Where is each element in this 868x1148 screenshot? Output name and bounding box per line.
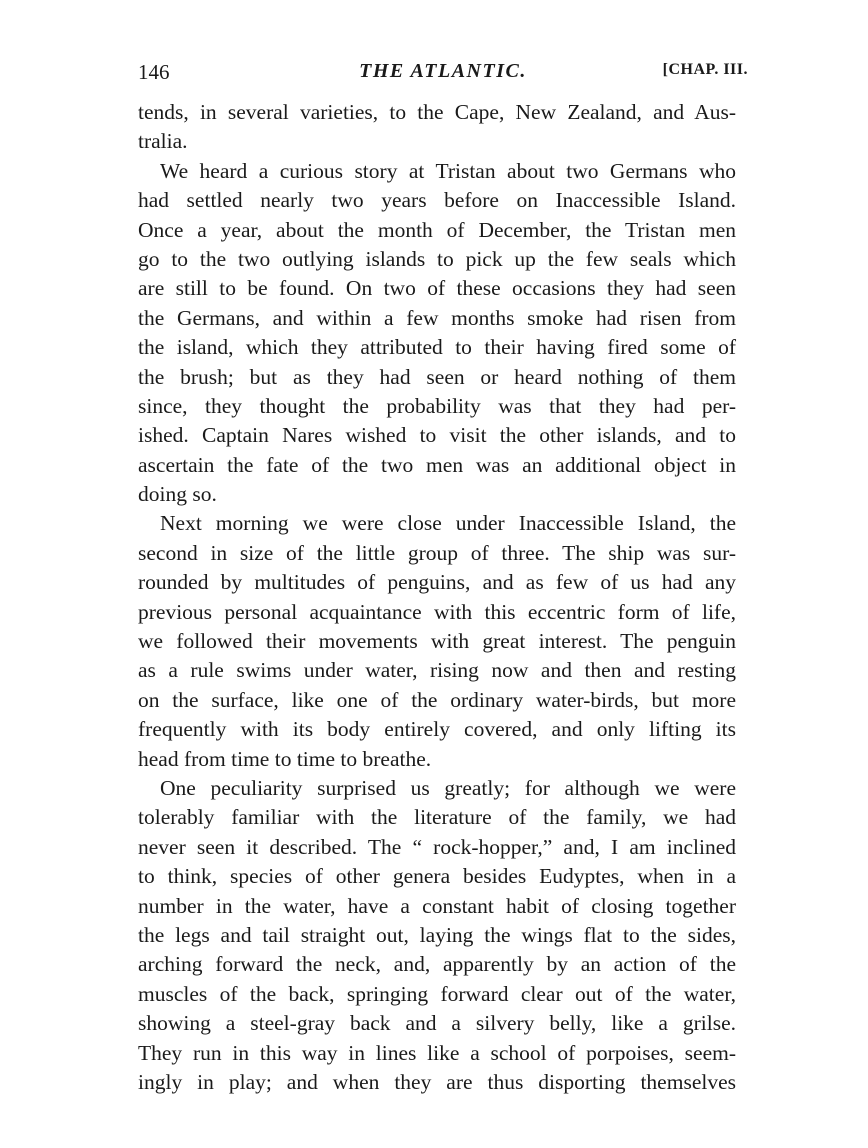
text-line: showing a steel-gray back and a silvery belly, like a grilse.: [138, 1011, 736, 1036]
running-title: THE ATLANTIC.: [359, 60, 527, 82]
text-line: to think, species of other genera besides Eudyptes, when in a: [138, 864, 736, 889]
running-header: [138, 60, 748, 88]
page-number: 146: [138, 60, 170, 84]
text-line: tolerably familiar with the literature of the family, we had: [138, 805, 736, 830]
text-line: are still to be found. On two of these occasions they had seen: [138, 276, 736, 301]
text-line: doing so.: [138, 482, 217, 507]
text-line: Next morning we were close under Inaccessible Island, the: [160, 511, 736, 536]
text-line: ingly in play; and when they are thus disporting themselves: [138, 1069, 736, 1094]
text-line: we followed their movements with great interest. The penguin: [138, 629, 736, 654]
text-line: rounded by multitudes of penguins, and as few of us had any: [138, 570, 736, 595]
text-line: They run in this way in lines like a school of porpoises, seem-: [138, 1040, 736, 1065]
text-line: as a rule swims under water, rising now and then and resting: [138, 658, 736, 683]
text-line: since, they thought the probability was that they had per-: [138, 393, 736, 418]
text-line: the Germans, and within a few months smoke had risen from: [138, 305, 736, 330]
text-line: on the surface, like one of the ordinary water-birds, but more: [138, 687, 736, 712]
text-line: previous personal acquaintance with this eccentric form of life,: [138, 599, 736, 624]
chapter-label: [CHAP. III.: [662, 61, 748, 78]
text-line: go to the two outlying islands to pick up the few seals which: [138, 246, 736, 271]
text-line: ascertain the fate of the two men was an additional object in: [138, 452, 736, 477]
text-line: frequently with its body entirely covered, and only lifting its: [138, 717, 736, 742]
text-line: muscles of the back, springing forward clear out of the water,: [138, 981, 736, 1006]
text-line: head from time to time to breathe.: [138, 746, 432, 771]
body-text: [138, 98, 736, 1097]
text-line: number in the water, have a constant habit of closing together: [138, 893, 736, 918]
text-line: never seen it described. The “ rock-hopper,” and, I am inclined: [138, 834, 736, 859]
text-line: One peculiarity surprised us greatly; for although we were: [160, 775, 736, 800]
text-line: Once a year, about the month of December, the Tristan men: [138, 217, 736, 242]
text-line: arching forward the neck, and, apparently by an action of the: [138, 952, 736, 977]
text-line: tends, in several varieties, to the Cape, New Zealand, and Aus-: [138, 100, 736, 124]
text-line: We heard a curious story at Tristan about two Germans who: [160, 158, 736, 183]
text-line: tralia.: [138, 129, 188, 154]
text-line: had settled nearly two years before on Inaccessible Island.: [138, 188, 736, 213]
text-line: the brush; but as they had seen or heard nothing of them: [138, 364, 736, 389]
text-line: the island, which they attributed to their having fired some of: [138, 335, 736, 360]
text-line: ished. Captain Nares wished to visit the other islands, and to: [138, 423, 736, 448]
text-line: the legs and tail straight out, laying the wings flat to the sides,: [138, 922, 736, 947]
text-line: second in size of the little group of three. The ship was sur-: [138, 540, 736, 565]
